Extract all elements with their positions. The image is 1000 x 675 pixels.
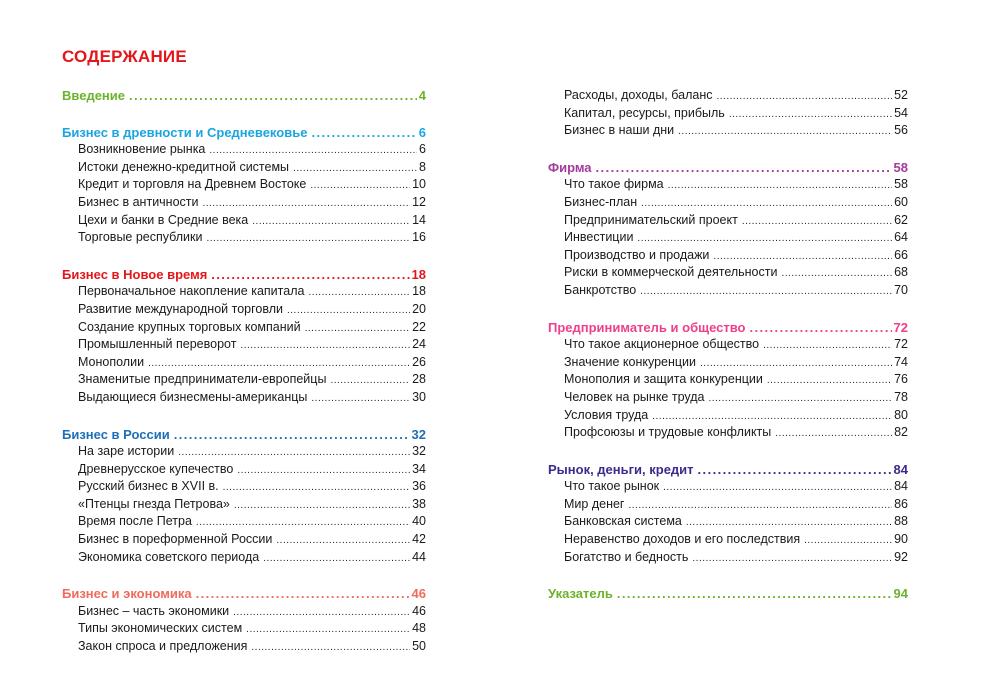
toc-entry[interactable] (62, 549, 426, 567)
section-title: Предприниматель и общество (548, 319, 746, 335)
toc-entry[interactable] (62, 389, 426, 407)
page-number: 56 (894, 123, 908, 138)
dot-leader (763, 336, 892, 354)
entry-title: Выдающиеся бизнесмены-американцы (78, 389, 308, 404)
toc-section-heading[interactable] (62, 426, 426, 444)
toc-section-heading[interactable] (62, 87, 426, 105)
section-title: Рынок, деньги, кредит (548, 461, 694, 477)
entry-title: Истоки денежно-кредитной системы (78, 159, 290, 174)
entry-title: Что такое фирма (564, 177, 664, 192)
entry-title: Закон спроса и предложения (78, 639, 248, 654)
toc-entry[interactable] (548, 336, 908, 354)
toc-entry[interactable] (62, 513, 426, 531)
page-number: 20 (412, 301, 426, 316)
dot-leader (804, 531, 892, 549)
entry-title: Цехи и банки в Средние века (78, 212, 249, 227)
page-number: 26 (412, 354, 426, 369)
page-number: 80 (894, 407, 908, 422)
entry-title: Монополии (78, 354, 145, 369)
toc-entry[interactable] (62, 212, 426, 230)
dot-leader (246, 620, 410, 638)
entry-title: Кредит и торговля на Древнем Востоке (78, 177, 307, 192)
page-number: 86 (894, 496, 908, 511)
dot-leader (692, 549, 892, 567)
entry-title: Промышленный переворот (78, 337, 237, 352)
entry-title: Время после Петра (78, 514, 192, 529)
dot-leader (652, 407, 892, 425)
page-number: 88 (894, 514, 908, 529)
page-number: 72 (893, 319, 908, 335)
toc-entry[interactable] (548, 229, 908, 247)
entry-title: Развитие международной торговли (78, 301, 283, 316)
toc-section (548, 87, 908, 140)
page-number: 24 (412, 337, 426, 352)
toc-entry[interactable] (62, 603, 426, 621)
entry-title: Предпринимательский проект (564, 212, 738, 227)
dot-leader (240, 336, 410, 354)
toc-entry[interactable] (548, 176, 908, 194)
dot-leader (305, 319, 411, 337)
toc-entry[interactable] (62, 229, 426, 247)
dot-leader (668, 176, 892, 194)
dot-leader (742, 212, 892, 230)
page-number: 12 (412, 194, 426, 209)
page-number: 42 (412, 532, 426, 547)
dot-leader (196, 585, 410, 603)
toc-entry[interactable] (548, 531, 908, 549)
toc-entry[interactable] (548, 105, 908, 123)
page-number: 90 (894, 532, 908, 547)
dot-leader (330, 371, 410, 389)
page-number: 14 (412, 212, 426, 227)
dot-leader (311, 389, 410, 407)
entry-title: Мир денег (564, 496, 625, 511)
entry-title: Расходы, доходы, баланс (564, 88, 713, 102)
page-number: 38 (412, 496, 426, 511)
page-title: СОДЕРЖАНИЕ (62, 47, 187, 66)
page-number: 52 (894, 88, 908, 102)
page-number: 92 (894, 549, 908, 564)
toc-section-heading[interactable] (548, 585, 908, 603)
toc-entry[interactable] (62, 336, 426, 354)
toc-entry[interactable] (62, 638, 426, 656)
page-number: 32 (412, 444, 426, 459)
dot-leader (148, 354, 410, 372)
dot-leader (781, 264, 892, 282)
toc-entry[interactable] (62, 443, 426, 461)
toc-entry[interactable] (62, 283, 426, 301)
page-number: 72 (894, 337, 908, 352)
page-number: 22 (412, 319, 426, 334)
toc-entry[interactable] (548, 87, 908, 105)
page-number: 4 (418, 88, 426, 103)
toc-section (62, 87, 426, 105)
dot-leader (716, 87, 892, 105)
page-number: 34 (412, 461, 426, 476)
dot-leader (287, 301, 410, 319)
entry-title: Типы экономических систем (78, 621, 243, 636)
toc-entry[interactable] (548, 194, 908, 212)
dot-leader (203, 194, 411, 212)
dot-leader (686, 513, 892, 531)
toc-section-heading[interactable] (548, 319, 908, 337)
page-number: 36 (412, 479, 426, 494)
page-number: 60 (894, 194, 908, 209)
page-number: 84 (893, 461, 908, 477)
page-number: 58 (893, 159, 908, 175)
page-number: 32 (411, 426, 426, 442)
entry-title: Человек на рынке труда (564, 389, 705, 404)
toc-entry[interactable] (548, 282, 908, 300)
toc-entry[interactable] (548, 424, 908, 442)
page-number: 54 (894, 105, 908, 120)
dot-leader (223, 478, 410, 496)
dot-leader (209, 141, 417, 159)
page-number: 58 (894, 177, 908, 192)
page-number: 16 (412, 230, 426, 245)
toc-entry[interactable] (548, 354, 908, 372)
page-number: 70 (894, 282, 908, 297)
toc-section (62, 124, 426, 247)
toc-entry[interactable] (62, 461, 426, 479)
dot-leader (252, 212, 410, 230)
section-title: Введение (62, 88, 125, 103)
entry-title: Профсоюзы и трудовые конфликты (564, 425, 772, 440)
entry-title: На заре истории (78, 444, 175, 459)
page-number: 30 (412, 389, 426, 404)
page-number: 46 (412, 603, 426, 618)
entry-title: Капитал, ресурсы, прибыль (564, 105, 725, 120)
toc-entry[interactable] (548, 264, 908, 282)
toc-entry[interactable] (548, 549, 908, 567)
page-number: 8 (419, 159, 426, 174)
dot-leader (211, 266, 409, 284)
toc-entry[interactable] (62, 194, 426, 212)
page-number: 82 (894, 425, 908, 440)
toc-entry[interactable] (62, 319, 426, 337)
dot-leader (628, 496, 892, 514)
dot-leader (698, 461, 892, 479)
page-number: 84 (894, 479, 908, 494)
page-number: 6 (418, 124, 426, 140)
toc-entry[interactable] (62, 496, 426, 514)
entry-title: Бизнес-план (564, 194, 638, 209)
toc-entry[interactable] (62, 531, 426, 549)
dot-leader (708, 389, 892, 407)
toc-section (548, 159, 908, 300)
toc-section (62, 266, 426, 407)
toc-entry[interactable] (548, 247, 908, 265)
dot-leader (311, 124, 416, 142)
toc-section (62, 426, 426, 567)
entry-title: Риски в коммерческой деятельности (564, 265, 778, 280)
toc-entry[interactable] (62, 176, 426, 194)
toc-section-heading[interactable] (548, 159, 908, 177)
toc-entry[interactable] (548, 513, 908, 531)
toc-entry[interactable] (62, 354, 426, 372)
page-number: 10 (412, 177, 426, 192)
section-title: Бизнес в древности и Средневековье (62, 124, 308, 140)
toc-section (548, 461, 908, 567)
page-number: 40 (412, 514, 426, 529)
entry-title: Возникновение рынка (78, 142, 206, 157)
dot-leader (678, 122, 892, 140)
page-number: 46 (411, 586, 426, 602)
section-title: Бизнес и экономика (62, 586, 192, 602)
entry-title: «Птенцы гнезда Петрова» (78, 496, 230, 511)
page-number: 44 (412, 549, 426, 564)
entry-title: Первоначальное накопление капитала (78, 284, 305, 299)
entry-title: Значение конкуренции (564, 354, 697, 369)
page-number: 18 (411, 266, 426, 282)
toc-section-heading[interactable] (548, 461, 908, 479)
section-title: Указатель (548, 586, 613, 602)
toc-entry[interactable] (62, 141, 426, 159)
toc-entry[interactable] (548, 212, 908, 230)
dot-leader (729, 105, 892, 123)
toc-entry[interactable] (62, 371, 426, 389)
toc-entry[interactable] (548, 478, 908, 496)
toc-entry[interactable] (62, 478, 426, 496)
entry-title: Что такое рынок (564, 479, 660, 494)
page-number: 66 (894, 247, 908, 262)
toc-entry[interactable] (548, 371, 908, 389)
section-title: Фирма (548, 159, 592, 175)
entry-title: Банковская система (564, 514, 682, 529)
section-title: Бизнес в России (62, 426, 170, 442)
page-number: 62 (894, 212, 908, 227)
page-number: 94 (893, 586, 908, 602)
page-number: 50 (412, 639, 426, 654)
page-number: 48 (412, 621, 426, 636)
page-number: 28 (412, 372, 426, 387)
entry-title: Бизнес – часть экономики (78, 603, 230, 618)
dot-leader (237, 461, 410, 479)
toc-left-column (62, 87, 426, 675)
dot-leader (663, 478, 892, 496)
entry-title: Что такое акционерное общество (564, 337, 760, 352)
entry-title: Экономика советского периода (78, 549, 260, 564)
dot-leader (596, 159, 892, 177)
dot-leader (251, 638, 410, 656)
page-number: 64 (894, 230, 908, 245)
page-number: 6 (419, 142, 426, 157)
entry-title: Бизнес в пореформенной России (78, 532, 273, 547)
dot-leader (129, 87, 417, 105)
dot-leader (637, 229, 892, 247)
entry-title: Знаменитые предприниматели-европейцы (78, 372, 327, 387)
entry-title: Бизнес в наши дни (564, 123, 675, 138)
dot-leader (750, 319, 892, 337)
dot-leader (207, 229, 411, 247)
toc-entry[interactable] (62, 159, 426, 177)
toc-entry[interactable] (548, 122, 908, 140)
dot-leader (713, 247, 892, 265)
dot-leader (234, 496, 410, 514)
entry-title: Торговые республики (78, 230, 203, 245)
dot-leader (293, 159, 417, 177)
dot-leader (310, 176, 410, 194)
dot-leader (196, 513, 410, 531)
dot-leader (308, 283, 410, 301)
entry-title: Русский бизнес в XVII в. (78, 479, 219, 494)
page-number: 76 (894, 372, 908, 387)
toc-section (548, 319, 908, 442)
entry-title: Банкротство (564, 282, 637, 297)
page-number: 78 (894, 389, 908, 404)
toc-entry[interactable] (62, 620, 426, 638)
toc-section-heading[interactable] (62, 585, 426, 603)
dot-leader (767, 371, 892, 389)
dot-leader (276, 531, 410, 549)
dot-leader (178, 443, 410, 461)
toc-section-heading[interactable] (62, 124, 426, 142)
entry-title: Древнерусское купечество (78, 461, 234, 476)
dot-leader (617, 585, 892, 603)
dot-leader (263, 549, 410, 567)
toc-entry[interactable] (548, 407, 908, 425)
toc-section (62, 585, 426, 655)
page-number: 74 (894, 354, 908, 369)
toc-section (548, 585, 908, 603)
toc-entry[interactable] (548, 496, 908, 514)
dot-leader (641, 194, 892, 212)
entry-title: Бизнес в античности (78, 194, 199, 209)
entry-title: Богатство и бедность (564, 549, 689, 564)
section-title: Бизнес в Новое время (62, 266, 208, 282)
page-number: 18 (412, 284, 426, 299)
dot-leader (233, 603, 410, 621)
dot-leader (640, 282, 892, 300)
toc-section-heading[interactable] (62, 266, 426, 284)
toc-entry[interactable] (62, 301, 426, 319)
toc-right-column (548, 87, 908, 622)
page-number: 68 (894, 265, 908, 280)
dot-leader (775, 424, 892, 442)
entry-title: Производство и продажи (564, 247, 710, 262)
toc-entry[interactable] (548, 389, 908, 407)
dot-leader (174, 426, 410, 444)
entry-title: Создание крупных торговых компаний (78, 319, 301, 334)
entry-title: Монополия и защита конкуренции (564, 372, 763, 387)
entry-title: Неравенство доходов и его последствия (564, 532, 801, 547)
entry-title: Инвестиции (564, 230, 634, 245)
entry-title: Условия труда (564, 407, 649, 422)
dot-leader (700, 354, 892, 372)
